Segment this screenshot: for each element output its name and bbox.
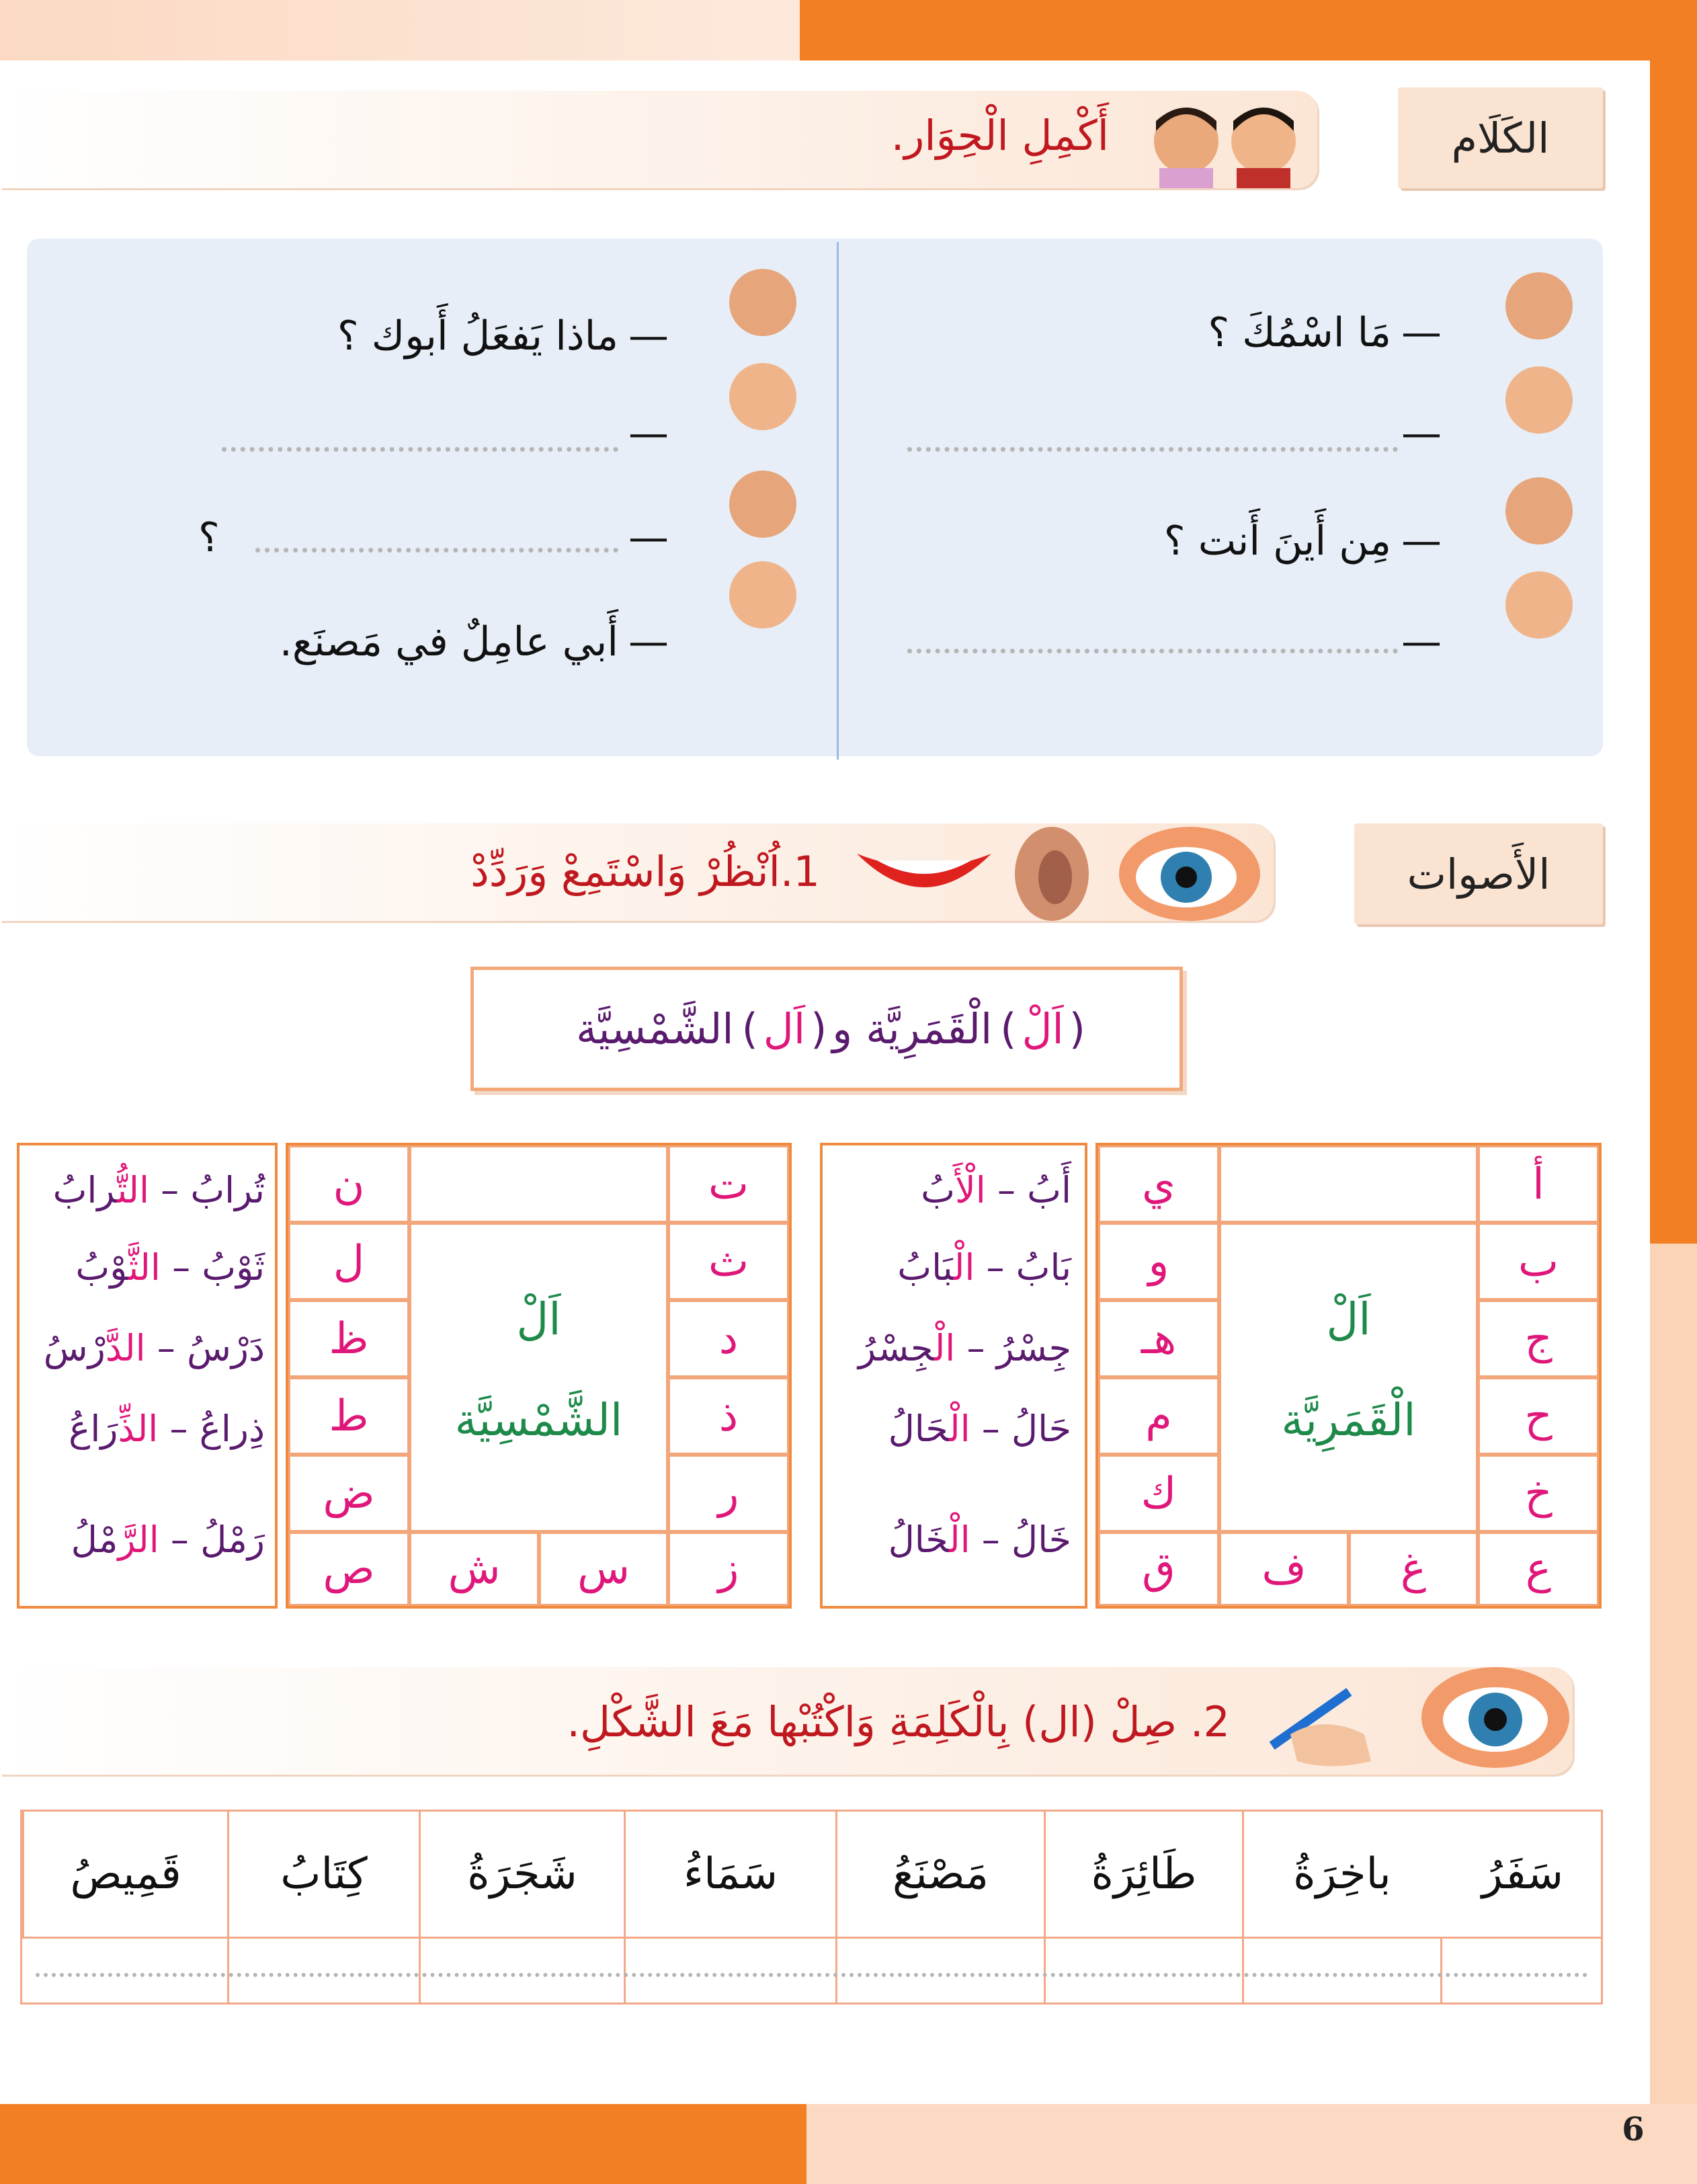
letter-cell: م: [1098, 1377, 1219, 1455]
letter-cell: ج: [1478, 1300, 1599, 1377]
question-mark: ؟: [198, 514, 220, 561]
letter-cell: أ: [1478, 1145, 1599, 1223]
example-rest: مْلُ: [71, 1519, 118, 1561]
example-dash: –: [169, 1408, 188, 1450]
two-boys-icon: [1136, 94, 1311, 188]
example-dash: –: [986, 1246, 1005, 1289]
letter-cell: ك: [1098, 1455, 1219, 1532]
letter-cell: هـ: [1098, 1300, 1219, 1377]
row-divider: [835, 1937, 837, 2003]
boy-face-icon: [729, 471, 796, 538]
speaking-banner: [0, 91, 1317, 188]
answer-blank: [907, 447, 1398, 452]
letter-cell: ث: [668, 1223, 789, 1300]
words-table: [20, 1810, 1603, 2005]
example-al: الْ: [949, 1519, 970, 1561]
letter-cell: ش: [409, 1532, 539, 1606]
example-al: التُّ: [117, 1169, 149, 1211]
letter-cell: س: [539, 1532, 668, 1606]
dialog-line: أَبي عامِلٌ في مَصنَع.: [279, 618, 618, 665]
bottom-frame-band: [0, 2104, 806, 2184]
example-dash: –: [170, 1519, 189, 1561]
sun-letters-table: [286, 1143, 792, 1609]
example-word: [53, 1169, 265, 1211]
letter-cell: ع: [1478, 1532, 1599, 1606]
example-dash: –: [161, 1169, 179, 1211]
letter-cell: ن: [288, 1145, 409, 1223]
center-cell: [409, 1145, 668, 1223]
word-cell: باخِرَةُ: [1242, 1812, 1440, 1937]
letter-cell: ت: [668, 1145, 789, 1223]
moon-al-label: اَلْ: [1326, 1293, 1371, 1345]
example-rest: بَابُ: [897, 1246, 954, 1289]
center-cell: [1219, 1145, 1478, 1223]
example-rest: وْبُ: [75, 1246, 129, 1289]
dialog-dash: —: [1401, 309, 1442, 356]
example-base: ذِراعُ: [199, 1408, 265, 1450]
exercise2-instruction: 2. صِلْ (ال) بِالْكَلِمَةِ وَاكْتُبْها مَعَ الشَّكْلِ.: [567, 1697, 1230, 1746]
example-word: [69, 1408, 265, 1450]
letter-cell: د: [668, 1300, 789, 1377]
example-rest: رْسُ: [43, 1327, 106, 1369]
row-divider: [1044, 1937, 1046, 2003]
example-rest: جِسْرُ: [858, 1327, 934, 1369]
bottom-frame-band-right: [806, 2104, 1697, 2184]
example-base: بَابُ: [1016, 1246, 1071, 1289]
rule-paren: (: [811, 1004, 827, 1053]
letter-cell: ز: [668, 1532, 789, 1606]
moon-letters-table: [1095, 1143, 1602, 1609]
example-al: الثَّ: [128, 1246, 161, 1289]
letter-cell: غ: [1349, 1532, 1478, 1606]
example-rest: أَبُ: [921, 1169, 955, 1211]
row-divider: [624, 1937, 626, 2003]
dialog-dash: —: [628, 618, 669, 665]
example-rest: حَالُ: [888, 1408, 950, 1450]
rule-al-moon: اَلْ: [1022, 1004, 1064, 1053]
example-rest: خَالُ: [888, 1519, 950, 1561]
word-cell: مَصْنَعُ: [835, 1812, 1044, 1937]
rule-and: و: [832, 1004, 853, 1053]
example-dash: –: [966, 1327, 985, 1369]
example-base: جِسْرُ: [996, 1327, 1071, 1369]
letter-cell: ي: [1098, 1145, 1219, 1223]
dialog-divider: [837, 242, 839, 760]
rule-al-sun: اَل: [763, 1004, 806, 1053]
example-word: [858, 1327, 1071, 1369]
al-rule-box: [470, 967, 1183, 1091]
letter-cell: ذ: [668, 1377, 789, 1455]
speaking-instruction: أَكْمِلِ الْحِوَار.: [891, 111, 1109, 160]
letter-cell: ب: [1478, 1223, 1599, 1300]
word-cell: سَمَاءُ: [624, 1812, 835, 1937]
sounds-instruction-1: 1.اُنْظُرْ وَاسْتَمِعْ وَرَدِّدْ: [470, 847, 820, 896]
dialog-dash: —: [628, 313, 669, 360]
row-divider: [227, 1937, 229, 2003]
letter-cell: و: [1098, 1223, 1219, 1300]
example-word: [888, 1408, 1071, 1450]
rule-paren: ): [741, 1004, 758, 1053]
moon-examples-box: [820, 1143, 1087, 1609]
boy-face-icon: [729, 363, 796, 430]
dialog-line: مِن أَينَ أَنت ؟: [1163, 518, 1391, 565]
letter-cell: ص: [288, 1532, 409, 1606]
rule-paren: ): [1000, 1004, 1017, 1053]
example-base: خَالُ: [1011, 1519, 1071, 1561]
example-rest: رَاعُ: [69, 1408, 118, 1450]
row-divider: [419, 1937, 421, 2003]
example-word: [75, 1246, 265, 1289]
dialog-dash: —: [1401, 410, 1442, 457]
boy-face-icon: [1505, 571, 1573, 639]
moon-name-label: الْقَمَرِيَّة: [1281, 1394, 1416, 1446]
example-dash: –: [981, 1519, 1000, 1561]
top-frame-accent: [800, 0, 1697, 60]
center-cell: [1219, 1223, 1478, 1532]
boy-face-icon: [729, 561, 796, 629]
right-frame-band-lower: [1650, 1244, 1697, 2104]
word-cell: طَائِرَةُ: [1044, 1812, 1242, 1937]
example-al: الدَّ: [105, 1327, 146, 1369]
letter-cell: ح: [1478, 1377, 1599, 1455]
letter-cell: ض: [288, 1455, 409, 1532]
sounds-tab: الأَصوات: [1354, 823, 1603, 924]
example-word: [888, 1519, 1071, 1561]
rule-sun-word: الشَّمْسِيَّة: [576, 1004, 734, 1053]
dialog-dash: —: [628, 514, 669, 561]
dialog-dash: —: [1401, 618, 1442, 665]
answer-row: [22, 1937, 1601, 2005]
example-base: حَالُ: [1011, 1408, 1071, 1450]
letter-cell: ظ: [288, 1300, 409, 1377]
word-cell: سَفَرُ: [1481, 1849, 1564, 1899]
word-cell: قَمِيصُ: [22, 1812, 227, 1937]
sun-al-label: اَلْ: [516, 1293, 561, 1345]
letter-cell: ر: [668, 1455, 789, 1532]
example-al: الرَّ: [118, 1519, 159, 1561]
example-dash: –: [981, 1408, 1000, 1450]
example-base: أَبُ: [1027, 1169, 1071, 1211]
boy-face-icon: [729, 269, 796, 336]
answer-dots[interactable]: [36, 1973, 1588, 1977]
example-base: تُرابُ: [190, 1169, 265, 1211]
example-dash: –: [172, 1246, 191, 1289]
example-al: الذِّ: [118, 1408, 159, 1450]
answer-blank: [255, 548, 618, 553]
letter-cell: خ: [1478, 1455, 1599, 1532]
right-frame-band: [1650, 60, 1697, 1244]
letter-cell: ف: [1219, 1532, 1349, 1606]
answer-blank: [907, 649, 1398, 653]
rule-paren: (: [1069, 1004, 1085, 1053]
example-al: الْ: [955, 1169, 986, 1211]
example-base: رَمْلُ: [200, 1519, 265, 1561]
sun-name-label: الشَّمْسِيَّة: [454, 1394, 623, 1446]
boy-face-icon: [1505, 477, 1573, 544]
word-cell: شَجَرَةُ: [419, 1812, 624, 1937]
sun-examples-box: [17, 1143, 278, 1609]
dialog-line: مَا اسْمُكَ ؟: [1208, 309, 1391, 356]
center-cell: [409, 1223, 668, 1532]
boy-face-icon: [1505, 366, 1573, 434]
mouth-ear-eye-icon: [850, 820, 1267, 928]
letter-cell: ل: [288, 1223, 409, 1300]
answer-blank: [222, 447, 618, 452]
example-rest: رابُ: [52, 1169, 118, 1211]
page-number: 6: [1622, 2111, 1645, 2148]
example-word: [921, 1169, 1071, 1211]
example-word: [44, 1327, 265, 1369]
example-al: الْ: [949, 1408, 970, 1450]
boy-face-icon: [1505, 272, 1573, 339]
letter-cell: ط: [288, 1377, 409, 1455]
example-word: [897, 1246, 1071, 1289]
hand-pen-icon: [1250, 1660, 1398, 1775]
example-word: [71, 1519, 265, 1561]
example-base: دَرْسُ: [186, 1327, 265, 1369]
top-frame-band: [0, 0, 800, 60]
example-al: الْ: [953, 1246, 975, 1289]
example-al: الْ: [934, 1327, 956, 1369]
row-divider: [1242, 1937, 1244, 2003]
rule-moon-word: الْقَمَرِيَّة: [866, 1004, 993, 1053]
row-divider: [1440, 1937, 1442, 2003]
example-base: ثَوْبُ: [202, 1246, 265, 1289]
speaking-tab: الكَلَام: [1398, 87, 1603, 188]
example-dash: –: [157, 1327, 175, 1369]
dialog-dash: —: [1401, 518, 1442, 565]
dialog-dash: —: [628, 410, 669, 457]
letter-cell: ق: [1098, 1532, 1219, 1606]
example-dash: –: [997, 1169, 1016, 1211]
eye-icon: [1418, 1660, 1573, 1775]
word-cell: كِتَابُ: [227, 1812, 419, 1937]
dialog-line: ماذا يَفعَلُ أَبوك ؟: [337, 313, 618, 360]
